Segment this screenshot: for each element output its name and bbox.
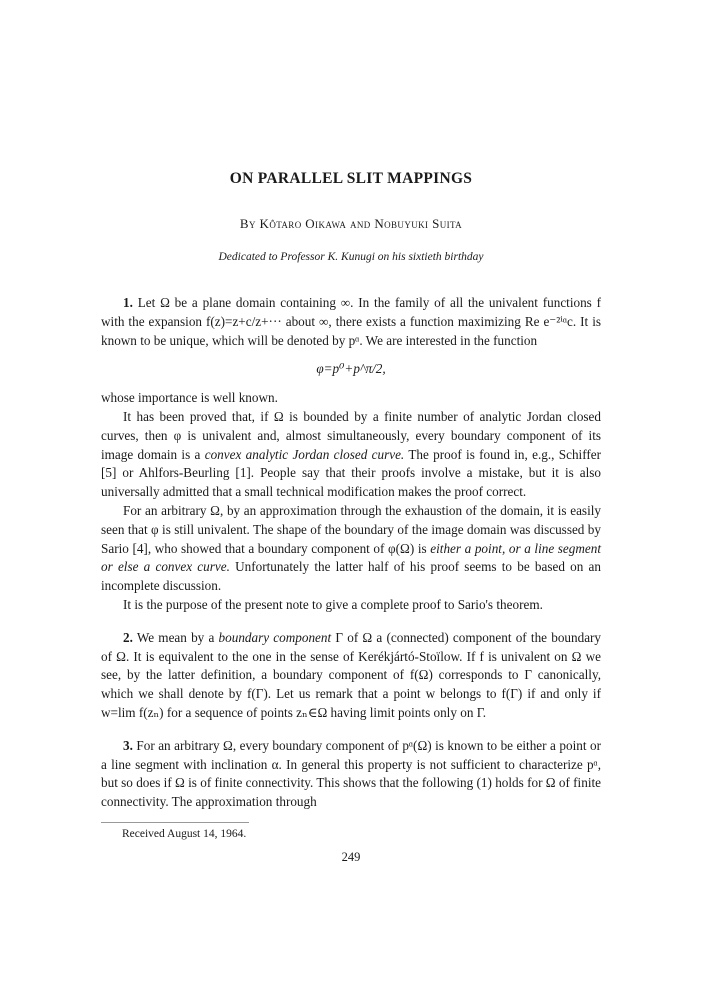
- author-2: Nobuyuki Suita: [374, 216, 463, 231]
- section-2-p1-emphasis: boundary component: [218, 629, 332, 645]
- author-byline: [0, 216, 702, 232]
- section-1-paragraph-4: [101, 502, 601, 596]
- section-2-p1-text-a: We mean by a: [136, 629, 215, 645]
- section-1-p3-text-a: It has been proved that, if Ω is bounded by a finite number of analytic Jordan closed curves, then φ is univalent and, almost simultaneously, every boundary component of its image domain is a: [101, 408, 601, 462]
- section-1-p1-text: Let Ω be a plane domain containing ∞. In the family of all the univalent functions f with the expansion f(z)=z+c/z+··· about ∞, there exists a function maximizing Re e⁻²ⁱᵅc. It is known to be unique, which will be denoted by pᵅ. We are interested in the function: [101, 295, 602, 348]
- section-1-p4-text-b: Unfortunately the latter half of his proof seems to be based on an incomplete discussion.: [101, 559, 602, 594]
- paper-title: ON PARALLEL SLIT MAPPINGS: [229, 170, 473, 187]
- footnote-rule: [101, 822, 249, 823]
- section-1-p4-text-a: For an arbitrary Ω, by an approximation through the exhaustion of the domain, it is easily seen that φ is still univalent. The shape of the boundary of the image domain was discussed by Sario [4], who showed that a boundary component of φ(Ω) is: [101, 502, 601, 556]
- dedication: Dedicated to Professor K. Kunugi on his sixtieth birthday: [218, 251, 484, 263]
- display-formula: φ=p⁰+p^π/2,: [316, 361, 386, 377]
- section-1-number: 1.: [123, 295, 133, 310]
- section-2-number: 2.: [123, 629, 133, 645]
- section-3-paragraph-1: [101, 737, 601, 812]
- byline-by: By: [239, 216, 256, 231]
- author-1: Kôtaro Oikawa: [259, 216, 347, 231]
- footnote: Received August 14, 1964.: [122, 828, 247, 840]
- section-3-p1-text: For an arbitrary Ω, every boundary component of pᵅ(Ω) is known to be either a point or a line segment with inclination α. In general this property is not sufficient to characterize pᵅ, but so does if Ω is of finite connectivity. This shows that the following (1) holds for Ω of finite connectivity. The approximation through: [101, 737, 601, 810]
- section-1-p3-text-b: The proof is found in, e.g., Schiffer [5] or Ahlfors-Beurling [1]. People say that their proofs involve a mistake, but it is also universally admitted that a small technical modification makes the proof correct.: [101, 446, 602, 500]
- section-3-number: 3.: [123, 737, 133, 753]
- section-1-paragraph-5: It is the purpose of the present note to give a complete proof to Sario's theorem.: [123, 596, 543, 612]
- section-2-p1-text-b: Γ of Ω a (connected) component of the boundary of Ω. It is equivalent to the one in the sense of Kerékjártó-Stoïlow. If f is univalent on Ω we see, by the latter definition, a boundary component of f(Ω) corresponds to Γ canonically, which we shall denote by f(Γ). Let us remark that a point w belongs to f(Γ) if and only if w=lim f(zₙ) for a sequence of points zₙ∈Ω having limit points only on Γ.: [101, 629, 602, 720]
- section-1-paragraph-2: whose importance is well known.: [101, 390, 278, 406]
- section-1-p3-emphasis: convex analytic Jordan closed curve.: [204, 446, 405, 462]
- section-1-paragraph-1: [101, 294, 601, 350]
- section-1-p4-emphasis: either a point, or a line segment or else a convex curve.: [101, 540, 602, 575]
- byline-and: and: [349, 216, 371, 231]
- paper-body: [101, 294, 601, 812]
- section-2-paragraph-1: [101, 629, 601, 723]
- page-number: 249: [341, 850, 361, 864]
- section-1-paragraph-3: [101, 408, 601, 502]
